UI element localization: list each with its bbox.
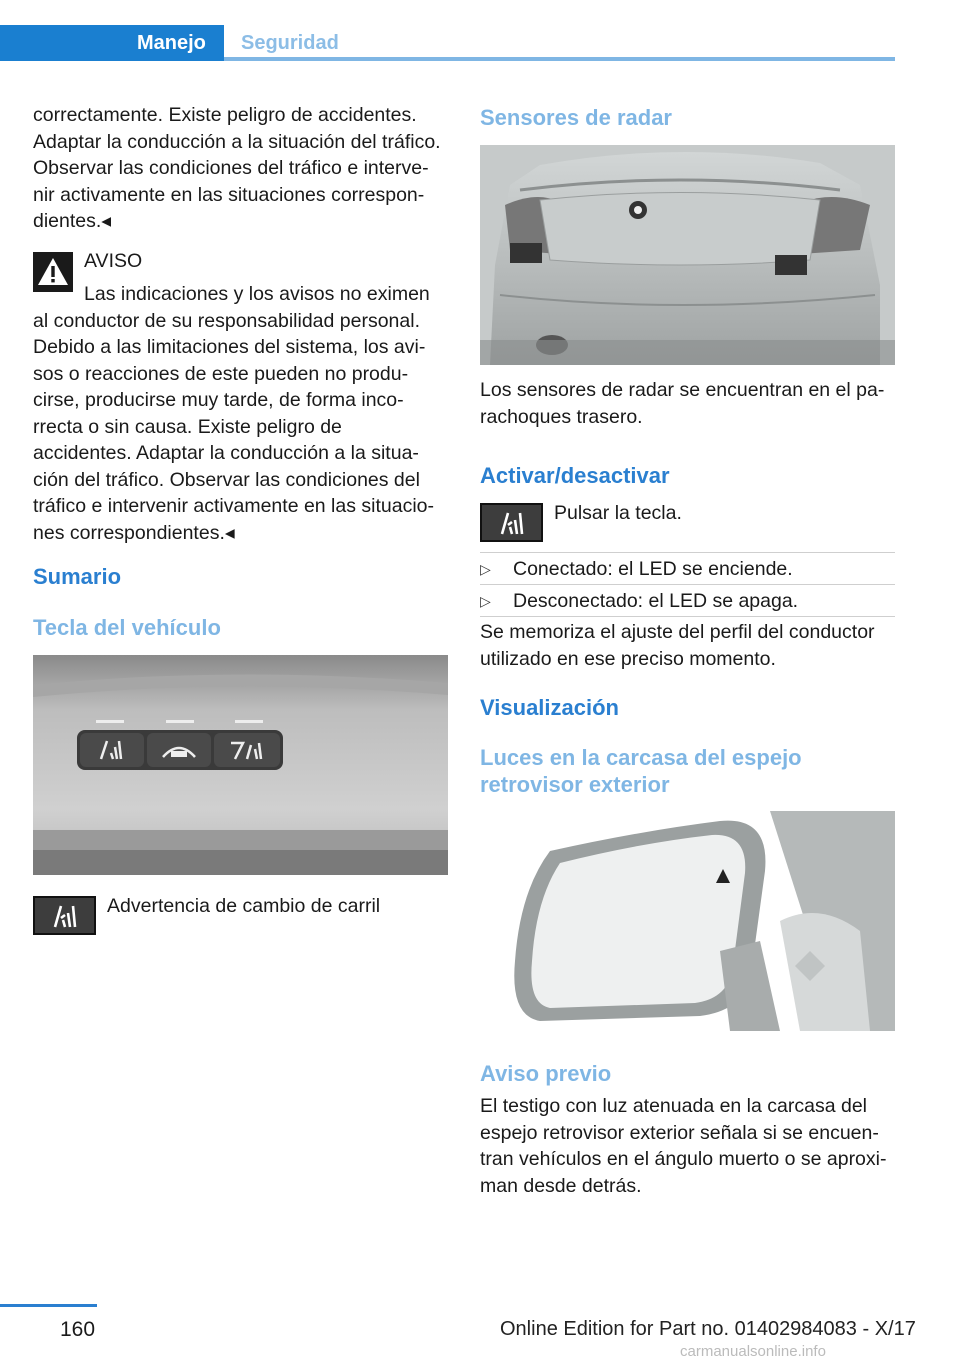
divider: [480, 584, 895, 585]
heading-visualizacion: Visualización: [480, 695, 619, 720]
tab-seguridad[interactable]: Seguridad: [241, 32, 339, 54]
bullet-text: Desconectado: el LED se apaga.: [513, 590, 799, 612]
header-bar: [0, 25, 895, 61]
heading-mirror-lights: [480, 744, 900, 798]
footer-accent-line: [0, 1304, 97, 1307]
key-caption: Advertencia de cambio de carril: [107, 895, 381, 917]
mirror-photo: [480, 811, 895, 1031]
lane-change-warning-icon: [33, 896, 96, 935]
text-line: correctamente. Existe peligro de accidentes.: [33, 104, 417, 126]
text-line: cirse, producirse muy tarde, de forma inco-: [33, 389, 404, 411]
text-line: Los sensores de radar se encuentran en el pa-: [480, 379, 885, 401]
page-number: 160: [60, 1318, 96, 1341]
text-line: tráfico e intervenir activamente en las situacio-: [33, 495, 435, 517]
text-line: rachoques trasero.: [480, 405, 643, 428]
heading-sumario: Sumario: [33, 564, 122, 589]
text-line: Adaptar la conducción a la situación del tráfico.: [33, 130, 441, 153]
intro-paragraph: [33, 102, 453, 235]
vehicle-key-photo: [33, 655, 448, 875]
text-line: rrecta o sin causa. Existe peligro de: [33, 415, 342, 438]
text-line: El testigo con luz atenuada en la carcasa del: [480, 1095, 868, 1117]
bullet-text: Conectado: el LED se enciende.: [513, 558, 793, 580]
prewarn-paragraph: [480, 1093, 900, 1199]
watermark: carmanualsonline.info: [680, 1343, 826, 1360]
heading-activar: Activar/desactivar: [480, 463, 670, 488]
radar-sensors-photo: [480, 145, 895, 365]
heading-line: Luces en la carcasa del espejo: [480, 745, 802, 770]
warning-title: [84, 248, 464, 275]
text-line: accidentes. Adaptar la conducción a la situa-: [33, 442, 419, 464]
divider: [480, 616, 895, 617]
text-line: Debido a las limitaciones del sistema, los avi-: [33, 336, 426, 358]
text-line: sos o reacciones de este pueden no produ-: [33, 362, 409, 385]
text-line: espejo retrovisor exterior señala si se encuen-: [480, 1121, 879, 1144]
text-line: ción del tráfico. Observar las condiciones del: [33, 468, 420, 491]
text-line: nir activamente en las situaciones correspon-: [33, 183, 425, 206]
text-line: Se memoriza el ajuste del perfil del conductor: [480, 621, 875, 643]
warning-paragraph: [33, 281, 463, 546]
text-line: nes correspondientes.◂: [33, 521, 235, 544]
memory-paragraph: [480, 619, 900, 672]
heading-aviso-previo: Aviso previo: [480, 1061, 612, 1086]
bullet-triangle-icon: ▷: [480, 561, 491, 577]
lane-change-button-icon: [480, 503, 543, 542]
edition-text: Online Edition for Part no. 01402984083 - X/17: [500, 1318, 916, 1340]
text-line: tran vehículos en el ángulo muerto o se aproxi-: [480, 1148, 887, 1170]
text-line: utilizado en ese preciso momento.: [480, 647, 776, 670]
warning-title-text: AVISO: [84, 250, 143, 272]
text-line: Las indicaciones y los avisos no eximen: [84, 283, 430, 305]
divider: [480, 552, 895, 553]
heading-tecla: Tecla del vehículo: [33, 615, 221, 640]
tab-manejo[interactable]: Manejo: [137, 32, 206, 54]
heading-radar: Sensores de radar: [480, 105, 672, 130]
bullet-triangle-icon: ▷: [480, 593, 491, 609]
text-line: dientes.◂: [33, 210, 112, 232]
radar-paragraph: [480, 377, 900, 430]
text-line: Observar las condiciones del tráfico e interve-: [33, 157, 429, 179]
text-line: man desde detrás.: [480, 1174, 642, 1197]
toggle-instruction: Pulsar la tecla.: [554, 502, 682, 524]
heading-line: retrovisor exterior: [480, 772, 670, 797]
text-line: al conductor de su responsabilidad personal.: [33, 309, 421, 332]
